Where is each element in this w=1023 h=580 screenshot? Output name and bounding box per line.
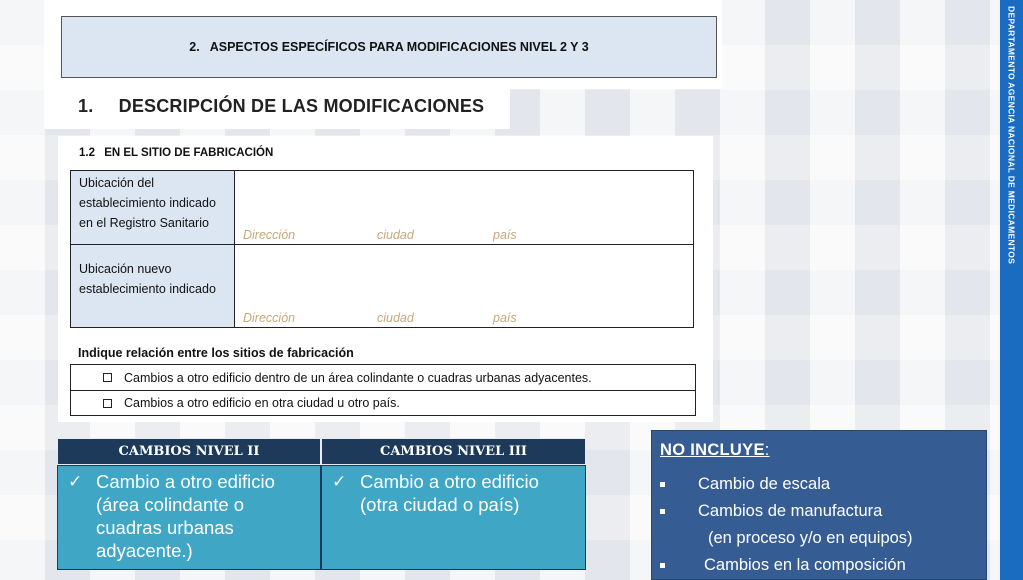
placeholder-direccion[interactable]: Dirección xyxy=(243,228,296,242)
square-bullet-icon xyxy=(660,563,665,568)
placeholder-ciudad[interactable]: ciudad xyxy=(377,311,414,325)
level-3-header: CAMBIOS NIVEL III xyxy=(321,438,586,465)
side-stripe-label: DEPARTAMENTO AGENCIA NACIONAL DE MEDICAMENTOS xyxy=(1006,6,1017,265)
section2-number: 2. xyxy=(189,40,200,54)
no-incluye-item-text: Cambio de escala xyxy=(698,475,831,493)
no-incluye-panel xyxy=(651,430,987,580)
relation-option-label: Cambios a otro edificio en otra ciudad u otro país. xyxy=(124,396,400,410)
side-stripe-label-wrap xyxy=(1000,0,1023,300)
location-row-new xyxy=(71,245,693,327)
no-incluye-title-text: NO INCLUYE xyxy=(660,441,765,459)
no-incluye-item-continuation: (en proceso y/o en equipos) xyxy=(708,529,913,547)
checkbox-icon[interactable] xyxy=(103,399,112,408)
relation-option-adjacent[interactable] xyxy=(71,365,695,391)
subsection-title: EN EL SITIO DE FABRICACIÓN xyxy=(104,147,274,159)
level-2-header: CAMBIOS NIVEL II xyxy=(57,438,321,465)
location-row-current xyxy=(71,171,693,245)
square-bullet-icon xyxy=(660,482,665,487)
section1-header xyxy=(78,96,484,117)
section2-title: ASPECTOS ESPECÍFICOS PARA MODIFICACIONES NIVEL 2 Y 3 xyxy=(209,40,589,54)
section1-number: 1. xyxy=(78,96,94,116)
relation-option-label: Cambios a otro edificio dentro de un área colindante o cuadras urbanas adyacentes. xyxy=(124,370,592,385)
placeholder-ciudad[interactable]: ciudad xyxy=(377,228,414,242)
no-incluye-colon: : xyxy=(764,441,770,459)
location-label-current: Ubicación del establecimiento indicado en el Registro Sanitario xyxy=(71,171,235,244)
section2-header xyxy=(61,16,717,78)
no-incluye-item-text: Cambios en la composición xyxy=(704,556,906,574)
level-3-text: Cambio a otro edificio (otra ciudad o país) xyxy=(360,471,539,515)
placeholder-pais[interactable]: país xyxy=(493,311,517,325)
level-2-cell xyxy=(57,465,321,570)
placeholder-direccion[interactable]: Dirección xyxy=(243,311,296,325)
no-incluye-item-text: Cambios de manufactura xyxy=(698,502,883,520)
location-label-new: Ubicación nuevo establecimiento indicado xyxy=(71,245,235,327)
no-incluye-item xyxy=(660,475,830,494)
no-incluye-item xyxy=(660,502,882,521)
relation-option-other-city[interactable] xyxy=(71,390,695,416)
square-bullet-icon xyxy=(660,509,665,514)
check-icon: ✓ xyxy=(332,472,347,491)
subsection-header xyxy=(79,147,273,159)
checkbox-icon[interactable] xyxy=(103,373,112,382)
subsection-number: 1.2 xyxy=(79,147,95,159)
levels-table xyxy=(57,438,586,570)
check-icon: ✓ xyxy=(68,472,83,491)
location-table xyxy=(70,170,694,328)
level-3-cell xyxy=(321,465,586,570)
relation-options xyxy=(70,364,696,416)
level-2-text: Cambio a otro edificio (área colindante o cuadras urbanas adyacente.) xyxy=(96,471,275,561)
no-incluye-item xyxy=(660,556,906,575)
section1-title: DESCRIPCIÓN DE LAS MODIFICACIONES xyxy=(118,96,485,116)
placeholder-pais[interactable]: país xyxy=(493,228,517,242)
no-incluye-title xyxy=(660,441,770,460)
relation-title: Indique relación entre los sitios de fabricación xyxy=(78,346,354,360)
